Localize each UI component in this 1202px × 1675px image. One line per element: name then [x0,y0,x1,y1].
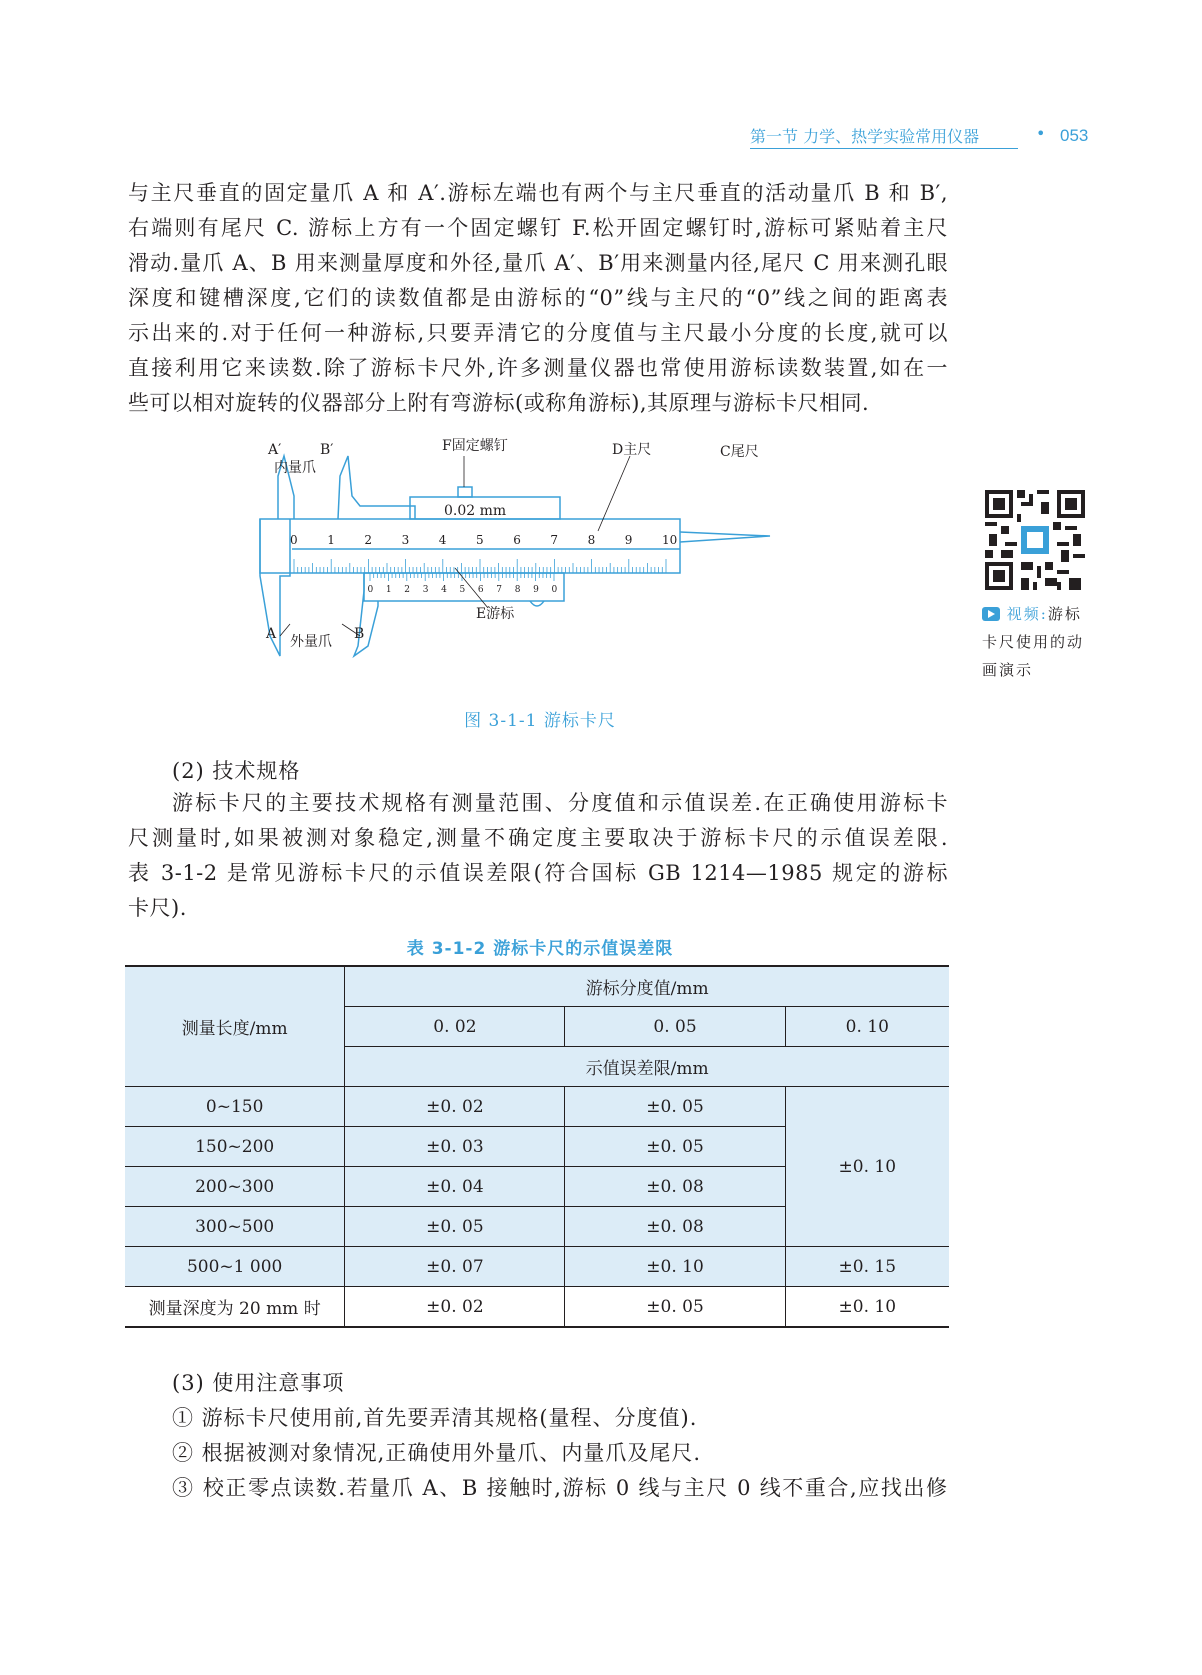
paragraph-intro [128,176,948,421]
list-item: ② 根据被测对象情况,正确使用外量爪、内量爪及尾尺. [172,1441,702,1465]
main-scale-number: 7 [550,533,559,547]
list-item: ③ 校正零点读数.若量爪 A、B 接触时,游标 0 线与主尺 0 线不重合,应找出修 [172,1476,948,1500]
sliding-outer-jaw-B [354,573,378,656]
side-note-label: 视频: [1006,605,1048,623]
main-scale-number: 9 [624,533,633,547]
table-cell-range: 500~1 000 [125,1247,345,1287]
table-cell-merged: ±0. 10 [785,1087,949,1247]
label-A-prime: A′ [268,442,282,458]
table-cell: ±0. 02 [345,1087,565,1127]
main-scale-number: 0 [290,533,298,547]
label-screw: F固定螺钉 [442,438,508,454]
table-cell: ±0. 08 [565,1207,785,1247]
table-caption: 表 3-1-2 游标卡尺的示值误差限 [406,939,674,959]
text-line: 表 3-1-2 是常见游标卡尺的示值误差限(符合国标 GB 1214—1985 规定的游标 [128,861,948,885]
vernier-number: 8 [514,585,521,595]
vernier-number: 7 [496,585,503,595]
vernier-number: 3 [422,585,429,595]
paragraph-spec [128,786,948,926]
table-cell-range: 测量深度为 20 mm 时 [125,1287,345,1328]
text-line: 直接利用它来读数.除了游标卡尺外,许多测量仪器也常使用游标读数装置,如在一 [128,356,948,380]
table-cell: ±0. 10 [785,1287,949,1328]
text-line: 示出来的.对于任何一种游标,只要弄清它的分度值与主尺最小分度的长度,就可以 [128,321,948,345]
table-cell-range: 200~300 [125,1167,345,1207]
list-item: ① 游标卡尺使用前,首先要弄清其规格(量程、分度值). [172,1406,698,1430]
table-cell: ±0. 15 [785,1247,949,1287]
table-cell: ±0. 05 [345,1207,565,1247]
table-header-division: 游标分度值/mm [345,966,949,1007]
screw-F [458,487,472,497]
vernier-number: 4 [441,585,447,595]
error-limit-table [125,965,949,1328]
label-B-prime: B′ [320,442,334,458]
label-tail: C尾尺 [720,444,759,460]
label-outer-jaw: 外量爪 [290,634,332,650]
page-number: 053 [1060,126,1089,145]
text-line: 滑动.量爪 A、B 用来测量厚度和外径,量爪 A′、B′用来测量内径,尾尺 C 用来测孔眼 [128,251,948,275]
section-heading: (3) 使用注意事项 [172,1371,345,1395]
side-note-text: 画演示 [982,661,1034,679]
text-line: 些可以相对旋转的仪器部分上附有弯游标(或称角游标),其原理与游标卡尺相同. [128,391,870,415]
side-note [982,600,1100,684]
main-scale-number: 2 [364,533,373,547]
table-division-value: 0. 05 [565,1007,785,1047]
table-cell-range: 0~150 [125,1087,345,1127]
label-main-scale: D主尺 [612,442,652,458]
table-cell-range: 150~200 [125,1127,345,1167]
label-vernier: E游标 [476,606,515,622]
label-B: B [354,626,365,642]
header-bullet: • [1036,124,1046,143]
table-row [125,966,949,1007]
label-A: A [266,626,277,642]
table-row [125,1087,949,1127]
table-cell: ±0. 02 [345,1287,565,1328]
main-scale-number: 10 [662,533,678,547]
section-heading: (2) 技术规格 [172,759,301,783]
label-division: 0.02 mm [444,503,507,519]
label-inner-jaw: 内量爪 [274,460,316,476]
table-cell: ±0. 04 [345,1167,565,1207]
qr-code[interactable] [985,490,1085,590]
main-scale-beam [260,519,680,573]
text-line: 尺测量时,如果被测对象稳定,测量不确定度主要取决于游标卡尺的示值误差限. [128,826,948,850]
table-header-error: 示值误差限/mm [345,1047,949,1087]
table-header-length: 测量长度/mm [125,966,345,1087]
inner-jaw-B-prime [338,456,415,519]
table-cell-range: 300~500 [125,1207,345,1247]
table-cell: ±0. 03 [345,1127,565,1167]
vernier-number: 9 [533,585,539,595]
header-section-title: 第一节 力学、热学实验常用仪器 [750,127,980,146]
vernier-number: 1 [385,585,392,595]
text-line: 深度和键槽深度,它们的读数值都是由游标的“0”线与主尺的“0”线之间的距离表 [128,286,948,310]
side-note-text: 游标 [1047,605,1082,623]
header-underline [750,148,1018,149]
text-line: 与主尺垂直的固定量爪 A 和 A′.游标左端也有两个与主尺垂直的活动量爪 B 和 B′, [128,181,948,205]
text-line: 卡尺). [128,896,187,920]
main-scale-number: 1 [327,533,335,547]
figure-caption: 图 3-1-1 游标卡尺 [464,711,616,731]
text-line: 游标卡尺的主要技术规格有测量范围、分度值和示值误差.在正确使用游标卡 [172,791,948,815]
main-scale-number: 4 [438,533,447,547]
vernier-number: 0 [551,585,558,595]
main-scale-number: 8 [587,533,596,547]
table-cell: ±0. 08 [565,1167,785,1207]
table-row [125,1247,949,1287]
tail-rod [680,532,770,542]
main-scale-number: 5 [476,533,484,547]
table-cell: ±0. 07 [345,1247,565,1287]
main-scale-number: 3 [401,533,410,547]
table-division-value: 0. 10 [785,1007,949,1047]
vernier-number: 5 [459,585,466,595]
text-line: 右端则有尾尺 C. 游标上方有一个固定螺钉 F.松开固定螺钉时,游标可紧贴着主尺 [128,216,948,240]
video-icon[interactable] [982,607,1000,621]
side-note-text: 卡尺使用的动 [982,633,1085,651]
table-division-value: 0. 02 [345,1007,565,1047]
table-row [125,1287,949,1328]
table-cell: ±0. 05 [565,1287,785,1328]
table-cell: ±0. 05 [565,1087,785,1127]
vernier-number: 6 [477,585,484,595]
table-cell: ±0. 05 [565,1127,785,1167]
table-cell: ±0. 10 [565,1247,785,1287]
main-scale-number: 6 [513,533,521,547]
vernier-number: 2 [404,585,411,595]
vernier-number: 0 [367,585,374,595]
vernier-caliper-figure [250,436,810,686]
running-header [750,124,1110,150]
